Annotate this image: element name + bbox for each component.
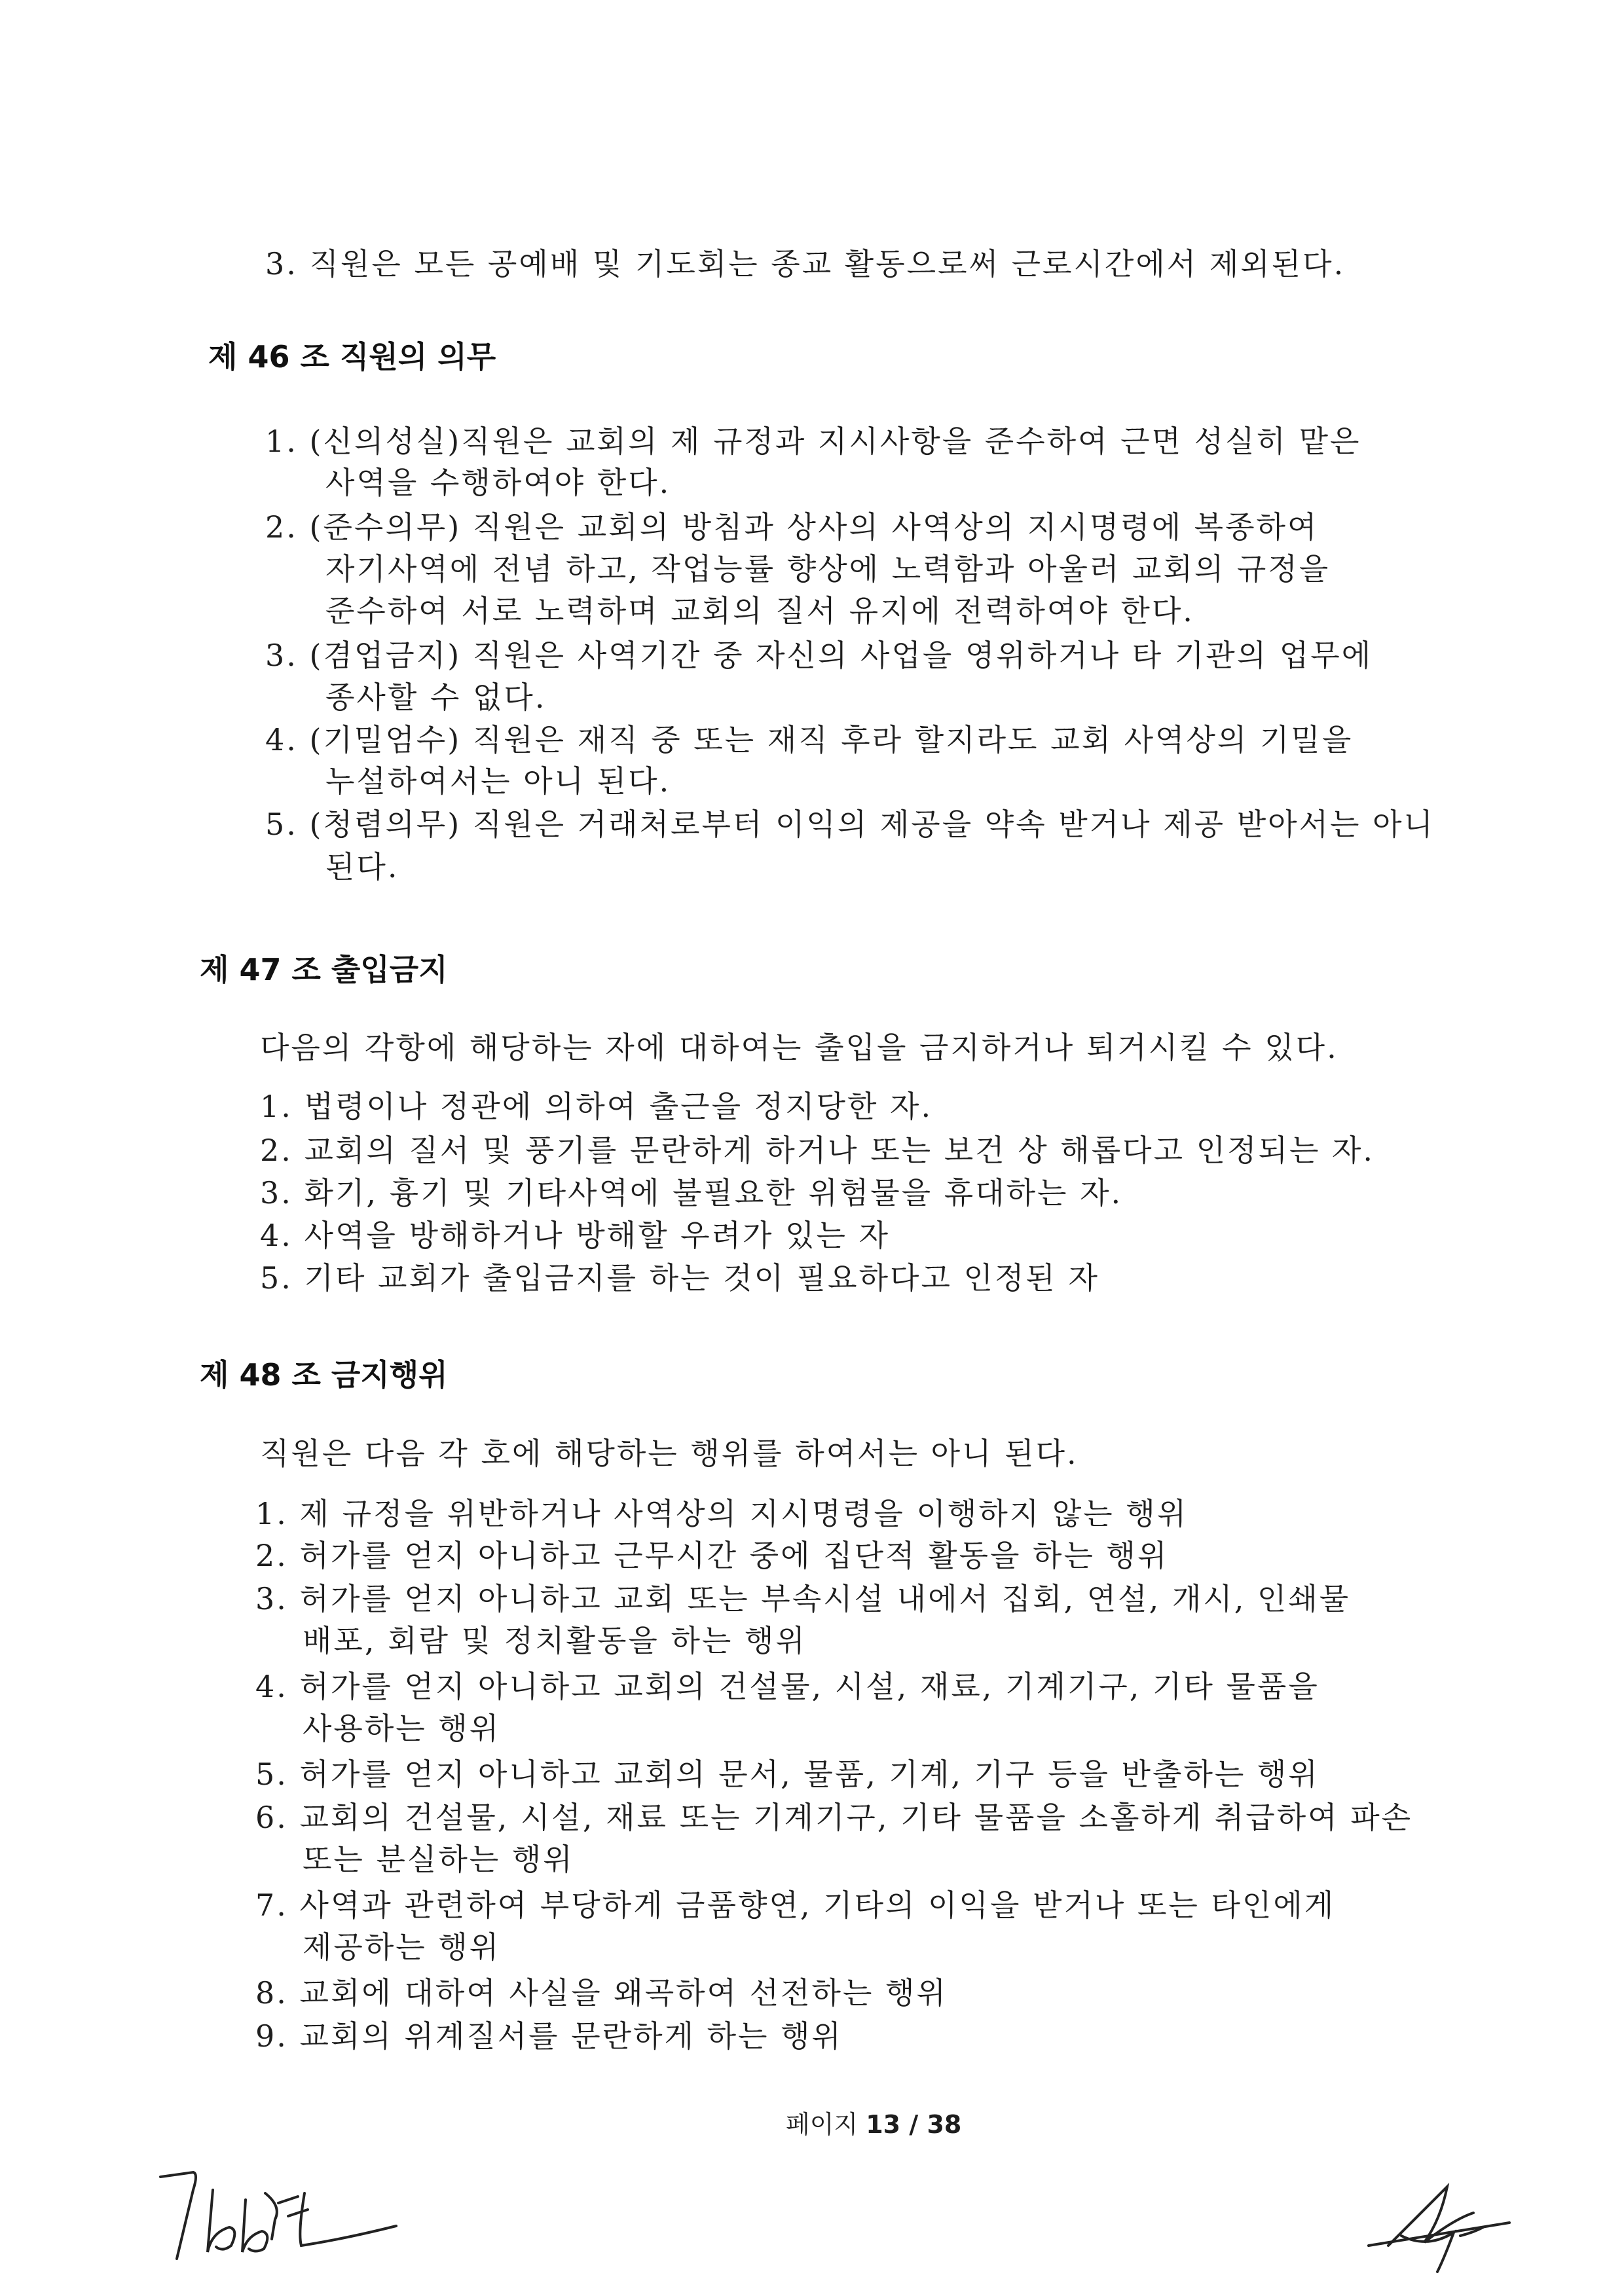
- list-item-continuation: 누설하여서는 아니 된다.: [325, 763, 671, 799]
- list-item: 4. 사역을 방해하거나 방해할 우려가 있는 자: [260, 1218, 891, 1253]
- list-item-continuation: 사역을 수행하여야 한다.: [325, 465, 671, 500]
- list-item: 9. 교회의 위계질서를 문란하게 하는 행위: [255, 2018, 843, 2054]
- list-item: 3. (겸업금지) 직원은 사역기간 중 자신의 사업을 영위하거나 타 기관의 업무에: [265, 638, 1373, 673]
- article-47-intro: 다음의 각항에 해당하는 자에 대하여는 출입을 금지하거나 퇴거시킬 수 있다.: [260, 1030, 1338, 1065]
- list-item: 4. (기밀엄수) 직원은 재직 중 또는 재직 후라 할지라도 교회 사역상의 기밀을: [265, 722, 1354, 757]
- article-48-intro: 직원은 다음 각 호에 해당하는 행위를 하여서는 아니 된다.: [260, 1436, 1079, 1471]
- list-item-continuation: 준수하여 서로 노력하며 교회의 질서 유지에 전력하여야 한다.: [325, 593, 1194, 629]
- list-item-continuation: 배포, 회람 및 정치활동을 하는 행위: [303, 1623, 807, 1658]
- article-46-heading: 제 46 조 직원의 의무: [208, 339, 496, 374]
- list-item: 1. 제 규정을 위반하거나 사역상의 지시명령을 이행하지 않는 행위: [255, 1496, 1189, 1531]
- list-item: 7. 사역과 관련하여 부당하게 금품향연, 기타의 이익을 받거나 또는 타인에게: [255, 1887, 1336, 1923]
- list-item: 8. 교회에 대하여 사실을 왜곡하여 선전하는 행위: [255, 1975, 948, 2011]
- list-item-continuation: 된다.: [325, 849, 399, 884]
- list-item: 1. (신의성실)직원은 교회의 제 규정과 지시사항을 준수하여 근면 성실히 맡은: [265, 424, 1361, 459]
- list-item: 3. 직원은 모든 공예배 및 기도회는 종교 활동으로써 근로시간에서 제외된다.: [265, 246, 1346, 282]
- page-footer: [786, 2108, 961, 2141]
- page-label: 페이지: [786, 2110, 858, 2139]
- list-item: 3. 허가를 얻지 아니하고 교회 또는 부속시설 내에서 집회, 연설, 개시, 인쇄물: [255, 1581, 1351, 1616]
- list-item: 1. 법령이나 정관에 의하여 출근을 정지당한 자.: [260, 1089, 933, 1124]
- list-item: 6. 교회의 건설물, 시설, 재료 또는 기계기구, 기타 물품을 소홀하게 취급하여 파손: [255, 1800, 1413, 1835]
- list-item-continuation: 종사할 수 없다.: [325, 680, 547, 715]
- list-item-continuation: 사용하는 행위: [303, 1711, 501, 1746]
- list-item: 2. (준수의무) 직원은 교회의 방침과 상사의 사역상의 지시명령에 복종하여: [265, 509, 1319, 545]
- signature-right: [1362, 2174, 1532, 2278]
- list-item: 2. 허가를 얻지 아니하고 근무시간 중에 집단적 활동을 하는 행위: [255, 1538, 1169, 1573]
- article-48-heading: 제 48 조 금지행위: [200, 1357, 448, 1393]
- list-item: 5. (청렴의무) 직원은 거래처로부터 이익의 제공을 약속 받거나 제공 받아서는 아니: [265, 807, 1435, 842]
- list-item: 2. 교회의 질서 및 풍기를 문란하게 하거나 또는 보건 상 해롭다고 인정되는 자.: [260, 1133, 1375, 1168]
- list-item: 3. 화기, 흉기 및 기타사역에 불필요한 위험물을 휴대하는 자.: [260, 1175, 1123, 1211]
- list-item-continuation: 또는 분실하는 행위: [303, 1842, 574, 1877]
- list-item: 5. 허가를 얻지 아니하고 교회의 문서, 물품, 기계, 기구 등을 반출하는 행위: [255, 1757, 1320, 1792]
- page-number: 13 / 38: [866, 2110, 962, 2139]
- list-item-continuation: 자기사역에 전념 하고, 작업능률 향상에 노력함과 아울러 교회의 규정을: [325, 551, 1331, 587]
- list-item: 4. 허가를 얻지 아니하고 교회의 건설물, 시설, 재료, 기계기구, 기타 물품을: [255, 1669, 1320, 1704]
- list-item-continuation: 제공하는 행위: [303, 1929, 501, 1965]
- article-47-heading: 제 47 조 출입금지: [200, 952, 448, 987]
- signature-left: [147, 2154, 422, 2265]
- list-item: 5. 기타 교회가 출입금지를 하는 것이 필요하다고 인정된 자: [260, 1260, 1099, 1296]
